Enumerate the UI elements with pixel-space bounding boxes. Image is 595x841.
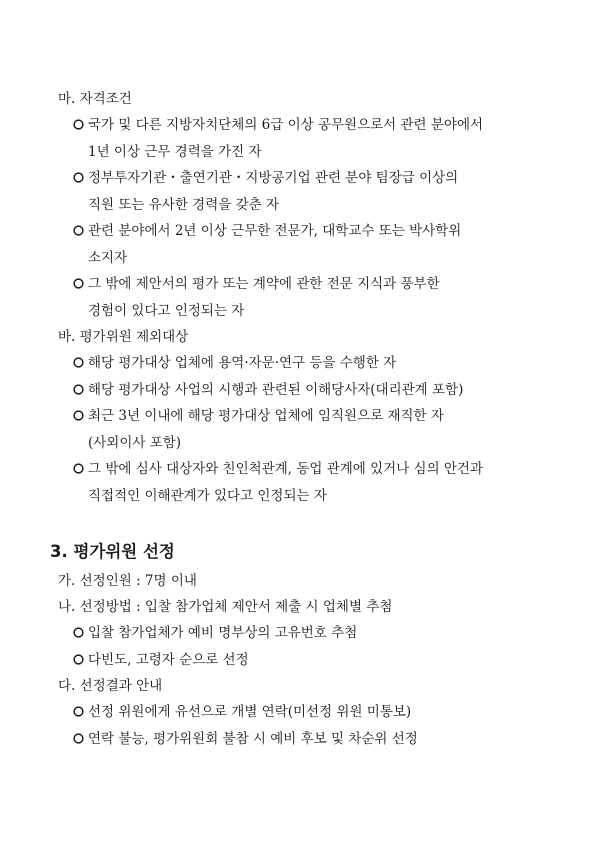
item-text-line: 그 밖에 제안서의 평가 또는 계약에 관한 전문 지식과 풍부한 <box>88 276 440 292</box>
bullet-list <box>50 699 560 752</box>
circle-bullet-icon <box>73 706 84 717</box>
list-item <box>58 165 558 218</box>
circle-bullet-icon <box>73 357 84 368</box>
circle-bullet-icon <box>73 733 84 744</box>
list-item <box>58 112 558 165</box>
item-text-line: 소지자 <box>88 249 128 266</box>
list-item <box>58 218 558 271</box>
bullet-list <box>58 112 558 324</box>
item-text-line: 그 밖에 심사 대상자와 친인척관계, 동업 관계에 있거나 심의 안건과 <box>88 461 484 477</box>
section-exclusions <box>58 324 558 509</box>
qualification-sections <box>58 86 558 509</box>
item-text-line: 직접적인 이해관계가 있다고 인정되는 자 <box>88 487 327 504</box>
item-text-line: 최근 3년 이내에 해당 평가대상 업체에 임직원으로 재직한 자 <box>88 408 444 424</box>
section-heading: 마. 자격조건 <box>58 91 132 107</box>
list-item <box>58 377 558 404</box>
item-text-line: 정부투자기관・출연기관・지방공기업 관련 분야 팀장급 이상의 <box>88 170 459 186</box>
list-item <box>58 620 560 647</box>
circle-bullet-icon <box>73 654 84 665</box>
section-qualifications <box>58 86 558 324</box>
list-item <box>58 647 560 674</box>
item-text-line: 관련 분야에서 2년 이상 근무한 전문가, 대학교수 또는 박사학위 <box>88 223 462 239</box>
circle-bullet-icon <box>73 225 84 236</box>
item-text-line: 직원 또는 유사한 경력을 갖춘 자 <box>88 196 279 213</box>
circle-bullet-icon <box>73 410 84 421</box>
item-text-line: (사외이사 포함) <box>88 434 182 451</box>
bullet-list <box>50 620 560 673</box>
circle-bullet-icon <box>73 463 84 474</box>
circle-bullet-icon <box>73 278 84 289</box>
circle-bullet-icon <box>73 119 84 130</box>
item-text-line: 국가 및 다른 지방자치단체의 6급 이상 공무원으로서 관련 분야에서 <box>88 117 484 133</box>
item-text-line: 입찰 참가업체가 예비 명부상의 고유번호 추첨 <box>88 625 358 641</box>
list-item <box>58 699 560 726</box>
list-item <box>58 456 558 509</box>
list-item <box>58 403 558 456</box>
bullet-list <box>58 350 558 509</box>
section-heading: 바. 평가위원 제외대상 <box>58 329 189 345</box>
subsection-heading: 가. 선정인원 : 7명 이내 <box>58 573 197 589</box>
circle-bullet-icon <box>73 172 84 183</box>
item-text-line: 해당 평가대상 사업의 시행과 관련된 이해당사자(대리관계 포함) <box>88 381 464 398</box>
list-item <box>58 271 558 324</box>
circle-bullet-icon <box>73 384 84 395</box>
item-text-line: 선정 위원에게 유선으로 개별 연락(미선정 위원 미통보) <box>88 704 412 720</box>
item-text-line: 1년 이상 근무 경력을 가진 자 <box>88 143 262 160</box>
subsection-heading: 나. 선정방법 : 입찰 참가업체 제안서 제출 시 업체별 추첨 <box>58 599 393 615</box>
section-title: 3. 평가위원 선정 <box>50 542 175 561</box>
item-text-line: 해당 평가대상 업체에 용역·자문·연구 등을 수행한 자 <box>88 355 397 371</box>
item-text-line: 다빈도, 고령자 순으로 선정 <box>88 651 249 668</box>
circle-bullet-icon <box>73 627 84 638</box>
item-text-line: 연락 불능, 평가위원회 불참 시 예비 후보 및 차순위 선정 <box>88 730 418 747</box>
list-item <box>58 726 560 753</box>
subsection-heading: 다. 선정결과 안내 <box>58 678 163 694</box>
item-text-line: 경험이 있다고 인정되는 자 <box>88 302 245 319</box>
list-item <box>58 350 558 377</box>
section-evaluator-selection <box>50 538 560 752</box>
